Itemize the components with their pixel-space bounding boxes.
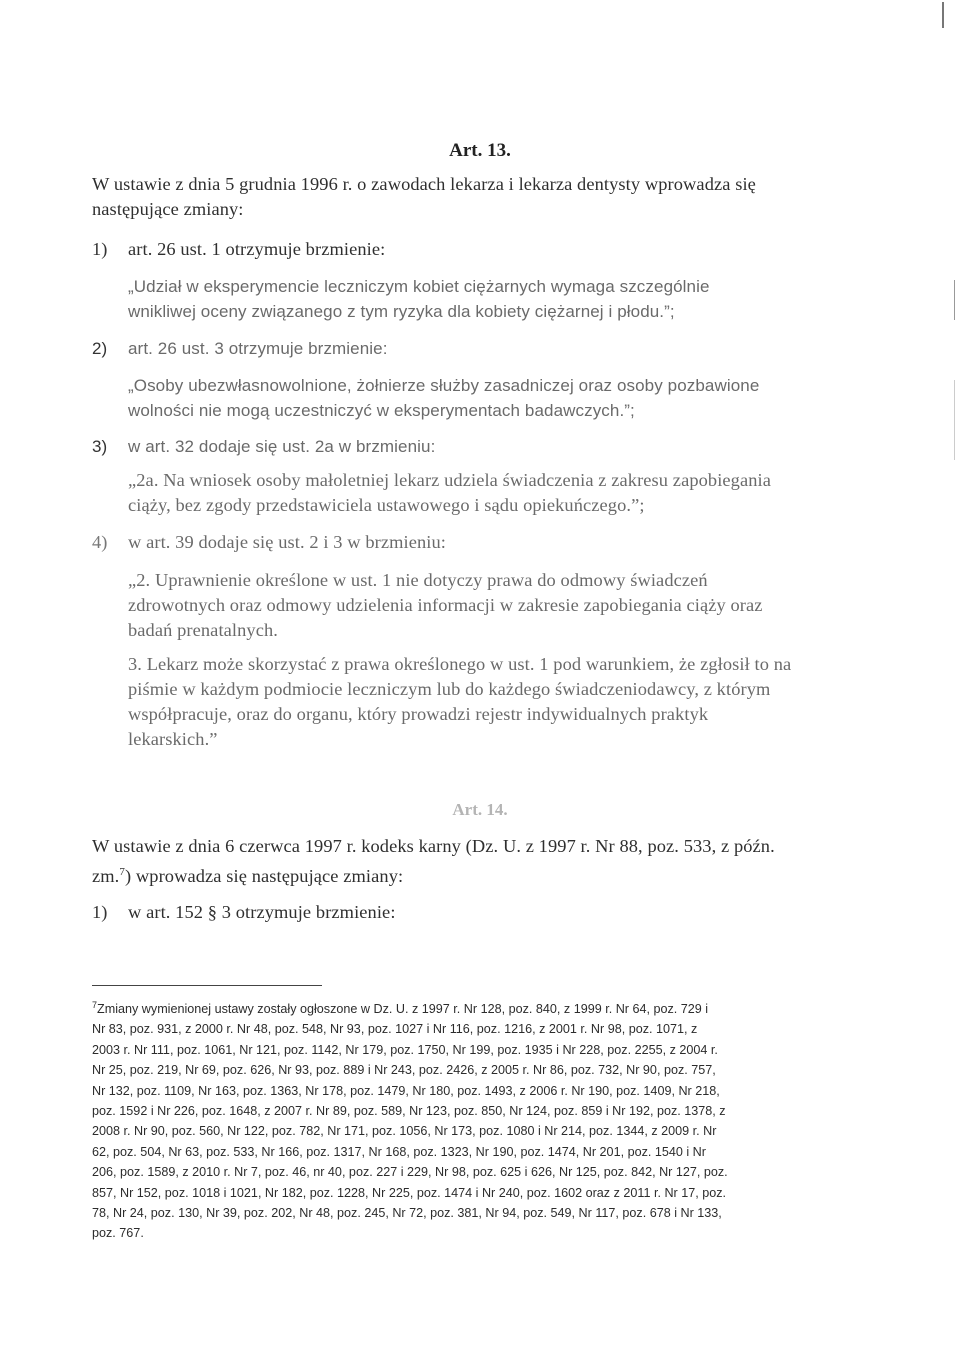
item-3-number: 3) [92,437,108,456]
art14-intro-line2 [92,860,852,889]
item-1-number: 1) [92,239,108,259]
quote-3-line2: ciąży, bez zgody przedstawiciela ustawowego i sądu opiekuńczego.”; [128,495,645,515]
item-2-text: art. 26 ust. 3 otrzymuje brzmienie: [128,339,388,358]
quote-2-line1: „Osoby ubezwłasnowolnione, żołnierze służby zasadniczej oraz osoby pozbawione [128,376,760,395]
footnote-mark: 7 [92,1000,98,1010]
margin-mark-faint [954,380,955,460]
article-13-heading: Art. 13. [449,140,511,161]
margin-mark [954,280,955,320]
article-14-heading: Art. 14. [452,800,508,819]
footnote-line: poz. 1592 i Nr 226, poz. 1648, z 2007 r. Nr 89, poz. 589, Nr 123, poz. 850, Nr 124, poz. 859 i Nr 192, poz. 1378, z [92,1104,726,1119]
quote-4a-line2: zdrowotnych oraz odmowy udzielenia informacji w zakresie zapobiegania ciąży oraz [128,595,763,615]
quote-1-line2: wnikliwej oceny związanego z tym ryzyka dla kobiety ciężarnej i płodu.”; [128,302,675,321]
item-4-number: 4) [92,532,108,552]
quote-4a-line1: „2. Uprawnienie określone w ust. 1 nie dotyczy prawa do odmowy świadczeń [128,570,708,590]
footnote-line: 206, poz. 1589, z 2010 r. Nr 7, poz. 46, nr 40, poz. 227 i 229, Nr 98, poz. 625 i 626, Nr 125, poz. 842, Nr 127, poz. [92,1165,728,1180]
item-1-text: art. 26 ust. 1 otrzymuje brzmienie: [128,239,386,259]
item-3-text: w art. 32 dodaje się ust. 2a w brzmieniu: [128,437,436,456]
quote-2-line2: wolności nie mogą uczestniczyć w eksperymentach badawczych.”; [128,401,635,420]
quote-3-line1: „2a. Na wniosek osoby małoletniej lekarz udziela świadczenia z zakresu zapobiegania [128,470,772,490]
item-2-number: 2) [92,339,108,358]
footnote-line: poz. 767. [92,1226,144,1241]
art14-item-1-number: 1) [92,902,108,922]
footnote-line: 857, Nr 152, poz. 1018 i 1021, Nr 182, poz. 1228, Nr 225, poz. 1474 i Nr 240, poz. 1602 oraz z 2011 r. Nr 17, poz. [92,1185,727,1200]
art13-intro-line2: następujące zmiany: [92,199,244,219]
quote-4b-line3: współpracuje, oraz do organu, który prowadzi rejestr indywidualnych praktyk [128,704,709,724]
footnote-line: Nr 25, poz. 219, Nr 69, poz. 626, Nr 93, poz. 889 i Nr 243, poz. 2426, z 2005 r. Nr 86, poz. 732, Nr 90, poz. 757, [92,1063,716,1078]
footnote-line: 2003 r. Nr 111, poz. 1061, Nr 121, poz. 1142, Nr 179, poz. 1750, Nr 199, poz. 1935 i Nr 228, poz. 2255, z 2004 r. [92,1042,718,1057]
art14-intro-line1: W ustawie z dnia 6 czerwca 1997 r. kodeks karny (Dz. U. z 1997 r. Nr 88, poz. 533, z późn. [92,836,775,856]
quote-4a-line3: badań prenatalnych. [128,620,278,640]
footnote-line: Nr 132, poz. 1109, Nr 163, poz. 1363, Nr 178, poz. 1479, Nr 180, poz. 1493, z 2006 r. Nr 190, poz. 1409, Nr 218, [92,1083,720,1098]
footnote-reference[interactable]: 7 [119,866,125,878]
footnote-separator [92,985,322,986]
footnote-line-text: Zmiany wymienionej ustawy zostały ogłoszone w Dz. U. z 1997 r. Nr 128, poz. 840, z 1999 r. Nr 64, poz. 729 i [97,1002,709,1016]
footnote-block [92,995,844,1244]
footnote-line: 78, Nr 24, poz. 130, Nr 39, poz. 202, Nr 48, poz. 245, Nr 72, poz. 381, Nr 94, poz. 549, Nr 117, poz. 678 i Nr 133, [92,1206,722,1221]
art14-intro-abbr: zm. [92,866,120,887]
footnote-line: Nr 83, poz. 931, z 2000 r. Nr 48, poz. 548, Nr 93, poz. 1027 i Nr 116, poz. 1216, z 2001 r. Nr 98, poz. 1071, z [92,1022,698,1037]
item-4-text: w art. 39 dodaje się ust. 2 i 3 w brzmieniu: [128,532,447,552]
footnote-line: 2008 r. Nr 90, poz. 560, Nr 122, poz. 782, Nr 171, poz. 1056, Nr 173, poz. 1080 i Nr 214, poz. 1344, z 2009 r. Nr [92,1124,717,1139]
footnote-line [92,995,844,1019]
footnote-line: 62, poz. 504, Nr 63, poz. 533, Nr 166, poz. 1317, Nr 168, poz. 1323, Nr 190, poz. 1474, Nr 201, poz. 1540 i Nr [92,1144,706,1159]
quote-1-line1: „Udział w eksperymencie leczniczym kobiet ciężarnych wymaga szczególnie [128,277,710,296]
quote-4b-line2: piśmie w każdym podmiocie leczniczym lub do każdego świadczeniodawcy, z którym [128,679,771,699]
quote-4b-line4: lekarskich.” [128,729,218,749]
art14-intro-rest: ) wprowadza się następujące zmiany: [124,866,404,887]
art14-item-1-text: w art. 152 § 3 otrzymuje brzmienie: [128,902,396,922]
quote-4b-line1: 3. Lekarz może skorzystać z prawa określonego w ust. 1 pod warunkiem, że zgłosił to na [128,654,792,674]
scan-edge-mark [934,2,944,28]
art13-intro-line1: W ustawie z dnia 5 grudnia 1996 r. o zawodach lekarza i lekarza dentysty wprowadza się [92,174,756,194]
